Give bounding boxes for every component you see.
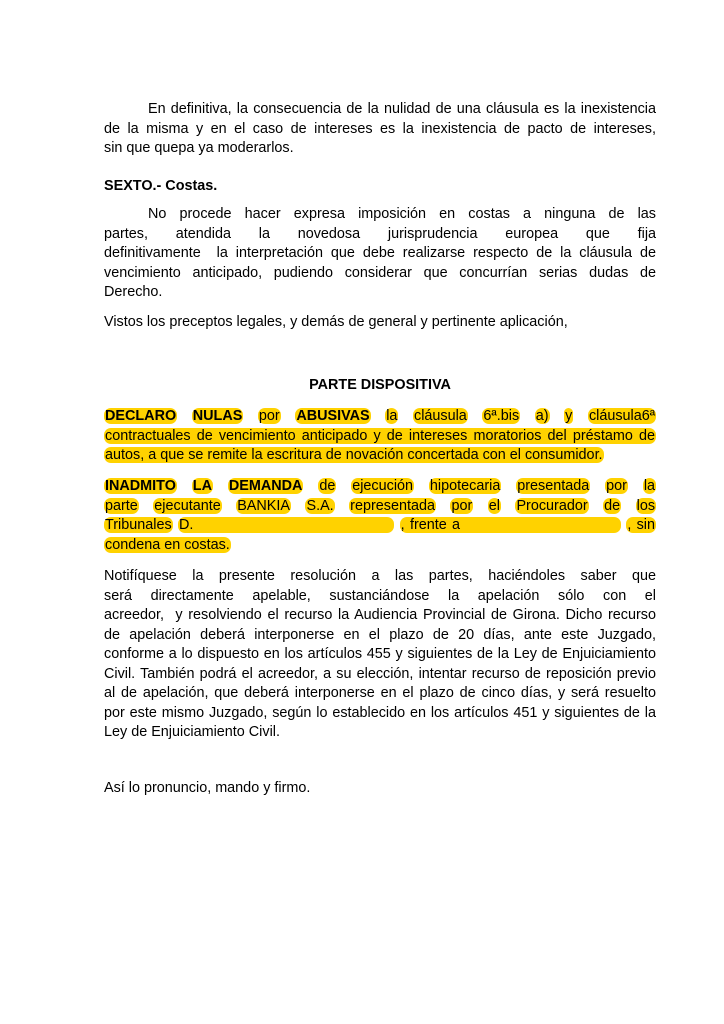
text-line: de la misma y en el caso de intereses es la inexistencia de pacto de intereses, [104,120,656,137]
highlighted-word: el [488,497,500,514]
text-line: Civil. También podrá el acreedor, a su elección, intentar recurso de reposición previo [104,665,656,682]
text-line: No procede hacer expresa imposición en costas a ninguna de las [148,206,656,222]
text-line [104,477,656,497]
text-line: conforme a lo dispuesto en los artículos 455 y siguientes de la Ley de Enjuiciamiento [104,646,656,662]
highlighted-word: ejecutante [154,497,221,514]
highlighted-word: NULAS [192,408,243,424]
highlighted-word: representada [350,497,435,514]
highlighted-word: los [636,497,656,514]
highlighted-word: ejecución [352,478,414,494]
highlighted-text: autos, a que se remite la escritura de novación concertada con el consumidor. [105,447,603,463]
text-line: En definitiva, la consecuencia de la nulidad de una cláusula es la inexistencia [148,101,656,117]
text-line [104,516,656,536]
highlighted-word: presentada [517,478,590,494]
highlighted-word: S.A. [306,497,334,514]
highlighted-word: cláusula [414,408,467,424]
redacted-name-field [400,517,621,533]
paragraph-notificacion [104,567,656,743]
paragraph-definitiva [104,100,656,159]
text-line: Notifíquese la presente resolución a las partes, haciéndoles saber que [104,568,656,584]
paragraph-costas [104,205,656,303]
word: novedosa [297,225,361,242]
text-line: Ley de Enjuiciamiento Civil. [104,724,280,740]
paragraph-inadmito [104,477,656,555]
text-line: de apelación deberá interponerse en el plazo de 20 días, ante este Juzgado, [104,626,656,643]
paragraph-vistos [104,313,656,333]
highlighted-text: contractuales de vencimiento anticipado y de intereses moratorios del préstamo de [105,427,655,444]
text-line: Vistos los preceptos legales, y demás de general y pertinente aplicación, [104,314,568,330]
highlighted-word: de [604,497,621,514]
word: europea [505,225,559,242]
paragraph-declaro [104,407,656,466]
word: jurisprudencia [387,225,478,242]
word: que [585,225,610,242]
redacted-name-field [178,517,394,533]
highlighted-word: la [386,408,398,424]
highlighted-word: BANKIA [237,497,290,514]
highlighted-word: de [319,478,336,494]
paragraph-closing [104,779,656,799]
highlighted-word: ABUSIVAS [296,408,370,424]
highlighted-word: DEMANDA [228,478,303,494]
text-line: definitivamente la interpretación que debe realizarse respecto de la cláusula de [104,245,656,261]
text-line: Así lo pronuncio, mando y firmo. [104,780,311,796]
highlighted-word: parte [105,497,138,514]
text-line [104,497,656,517]
text-line: al de apelación, que deberá interponerse en el plazo de cinco días, y será resuelto [104,685,656,701]
word: atendida [175,225,231,242]
section-heading: SEXTO.- Costas. [104,178,218,194]
highlighted-word: por [451,497,473,514]
highlighted-word: , sin [627,517,656,533]
word: partes, [104,225,148,242]
highlighted-word: por [258,408,280,424]
highlighted-word: Tribunales [105,517,172,533]
section-heading: PARTE DISPOSITIVA [309,377,451,393]
highlighted-word: LA [192,478,212,494]
heading-parte-dispositiva [104,376,656,396]
text-line: será directamente apelable, sustanciándose la apelación sólo con el [104,587,656,604]
text-line [104,536,656,556]
highlighted-word: D. [178,517,194,533]
highlighted-word: 6ª.bis [483,408,520,424]
highlighted-word: y [565,408,573,424]
text-line: por este mismo Juzgado, según lo establecido en los artículos 451 y siguientes de la [104,704,656,721]
text-line: vencimiento anticipado, pudiendo considerar que concurrían serias dudas de [104,264,656,281]
text-line [104,427,656,447]
highlighted-word: cláusula6ª [588,408,656,424]
highlighted-word: la [643,478,656,494]
highlighted-word: Procurador [516,497,588,514]
highlighted-text: condena en costas. [105,536,230,553]
highlighted-word: INADMITO [105,478,176,494]
word: la [258,225,270,242]
text-line [104,225,656,245]
highlighted-word: hipotecaria [429,478,501,494]
text-line: acreedor, y resolviendo el recurso la Audiencia Provincial de Girona. Dicho recurso [104,607,656,623]
word: fija [637,225,657,242]
text-line: Derecho. [104,284,163,300]
highlighted-word: , frente a [400,517,461,533]
highlighted-word: DECLARO [105,408,177,424]
heading-sexto [104,177,656,197]
text-line: sin que quepa ya moderarlos. [104,140,294,156]
highlighted-word: a) [535,408,549,424]
text-line [104,446,656,466]
text-line [104,407,656,427]
highlighted-word: por [606,478,627,494]
